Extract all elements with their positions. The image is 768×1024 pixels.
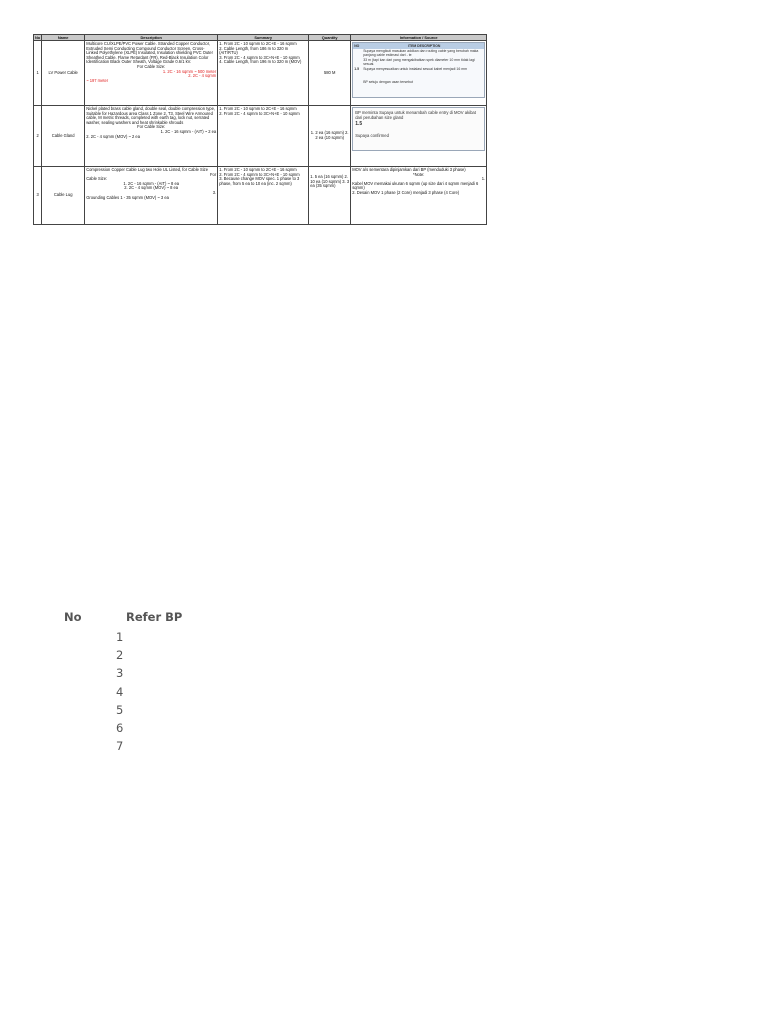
cell-line: 2. Desain MOV 1 phase (2 Core) menjadi 3 phase (4 Core) (352, 189, 460, 195)
header-no: No (35, 34, 41, 40)
refer-item: 3 (116, 666, 124, 681)
cell-line: 2. From 2C - 4 sqmm to 3C+N+E - 10 sqmm (219, 110, 300, 116)
cell-line: 1. From 2C - 10 sqmm to 2C+E - 16 sqmm (219, 106, 297, 111)
row-no: 1 (34, 41, 42, 106)
cell-line: Nickel plated brass cable gland, double seal, double compression type, Suitable for Hazardous area Class 1 Zone 2, T3, Steel Wire Armoured cable, M metric threads, completed with earth tag, lock nut, serrated washer, sealing washers and heat shrinkable shrouds (86, 106, 217, 125)
cell-line: Cable Size: (86, 176, 108, 182)
cell-line: 2. From 2C - 4 sqmm to 3C+N+E - 10 sqmm (219, 171, 300, 177)
embedded-col-no: NO (354, 44, 360, 48)
row-summary (218, 167, 309, 225)
cell-line: For Cable Size: (137, 124, 166, 130)
embedded-line: Supaya confirmed (355, 133, 389, 138)
cell-line: 2. 2C - 4 sqmm (MOV) ~ 8 ea (124, 185, 179, 191)
cell-line: 2. Cable Length, from 186 m to 320 m (AIT/RTU) (219, 45, 290, 56)
header-summary: Summary (218, 35, 309, 41)
header-name: Name (42, 35, 85, 41)
header-description: Description (85, 35, 218, 41)
row-quantity: 580 M (309, 41, 351, 106)
table-row (34, 41, 487, 106)
cell-line: 1. 2C - 16 sqmm - (AIT) ~ 8 ea (123, 180, 179, 186)
embedded-screenshot (352, 42, 485, 98)
row-quantity: 1. 5 ea (16 sqmm) 2. 10 ea (10 sqmm) 3. 3 ea (35 sqmm) (309, 167, 351, 225)
cell-line: 4. Cable Length, from 196 m to 320 m (MOV) (219, 59, 302, 65)
header-quantity: Quantity (309, 35, 351, 41)
row-summary (218, 106, 309, 167)
embedded-line: 33 m (tapi kan dari yang mengakibatkan spek diameter 10 mm tidak lagi sesuai. (363, 57, 476, 67)
row-no: 3 (34, 167, 42, 225)
embedded-col-title: ITEM DESCRIPTION (408, 44, 441, 48)
cell-line: *Note: (412, 171, 425, 177)
refer-bp-list (64, 610, 182, 755)
row-description (85, 41, 218, 106)
cell-line: Kabel MOV memakai ukuran 6 sqmm (up size dari 4 sqmm menjadi 6 sqmm) (352, 180, 480, 191)
cell-line: Multicore CU/XLPE/PVC Power Cable. Stranded Copper Conductor, Extruded Semi Conducting Compound Conductor Screen, Cross-Linked Polyethylene (XLPE) Insulated, Insulation shielding PVC Outer Sheathed Cable. Flame Retardant (FR), Red-Black Insulation Color Identification Black Outer Sheath, Voltage Grade 0.6/1 kV. (86, 41, 215, 65)
refer-item: 4 (116, 684, 124, 699)
cable-spec-table (33, 34, 487, 225)
cell-line: Compression Copper Cable Lug two Hole UL Listed, for Cable Size (86, 167, 209, 172)
embedded-num: 1.5 (354, 66, 360, 71)
cell-line: 1. From 2C - 10 sqmm to 2C+E - 16 sqmm (219, 167, 297, 172)
cell-line: 1. 2C - 16 sqmm - (AIT) ~ 2 ea (160, 128, 217, 134)
embedded-line: BP meminta Supaya untuk menambah cable entry di MOV akibat dari perubahan size gland (355, 110, 476, 120)
row-information (351, 41, 487, 106)
cell-line: ~ 197 meter (86, 77, 109, 83)
row-quantity: 1. 2 ea (16 sqmm) 2. 2 ea (10 sqmm) (309, 106, 351, 167)
embedded-line: Supaya mengikuti masukan addkan dan routing cable yang berubah maka panjang cable estimasi dari - te (363, 49, 480, 58)
embedded-screenshot (352, 107, 485, 151)
cell-line: 2. 2C - 4 sqmm (188, 73, 217, 79)
row-information (351, 106, 487, 167)
cell-line: 3. From 2C - 4 sqmm to 3C+N+E - 10 sqmm (219, 54, 300, 60)
row-no: 2 (34, 106, 42, 167)
row-name: Cable Lug (42, 167, 85, 225)
row-summary (218, 41, 309, 106)
cell-line: Grounding Cables 1 - 35 sqmm (MOV) ~ 3 ea (86, 194, 169, 200)
refer-item: 1 (116, 630, 124, 644)
refer-item: 6 (116, 720, 124, 735)
header-information-source: Information / Source (351, 35, 487, 41)
row-name: Cable Gland (42, 106, 85, 167)
row-name: LV Power Cable (42, 41, 85, 106)
cell-line: 1. From 2C - 10 sqmm to 2C+E - 16 sqmm (219, 41, 297, 46)
embedded-line: Supaya menyesuaikan untuk instalasi sesuai kabel menjadi 16 mm (363, 66, 468, 71)
cell-line: 1. (481, 176, 486, 182)
cell-line: For Cable Size: (137, 63, 166, 69)
row-description (85, 106, 218, 167)
cell-line: 1. 2C - 16 sqmm ~ 500 meter (162, 68, 217, 74)
refer-col-no: No (64, 610, 82, 624)
refer-col-refer: Refer BP (126, 610, 183, 624)
embedded-num: 1.5 (355, 121, 363, 127)
refer-item: 7 (116, 739, 124, 754)
row-description (85, 167, 218, 225)
table-row (34, 106, 487, 167)
cell-line: MOV a/s sementara dipinjamkan dari BP (menduduki 3 phase) (352, 167, 466, 172)
cell-line: 3. Because change MOV spec. 1 phase to 3 phase, from 5 ea to 10 ea (inc. 2 sqmm) (219, 176, 301, 186)
cell-line: 3. (212, 189, 217, 195)
embedded-line: BP setuju dengan usan tersebut (363, 80, 413, 85)
table-row (34, 167, 487, 225)
cell-line: For (210, 171, 217, 177)
cell-line: 2. 2C - 4 sqmm (MOV) ~ 2 ea (86, 133, 140, 139)
refer-numbers (116, 628, 182, 755)
refer-item: 2 (116, 648, 124, 663)
refer-item: 5 (116, 702, 124, 717)
row-information (351, 167, 487, 225)
